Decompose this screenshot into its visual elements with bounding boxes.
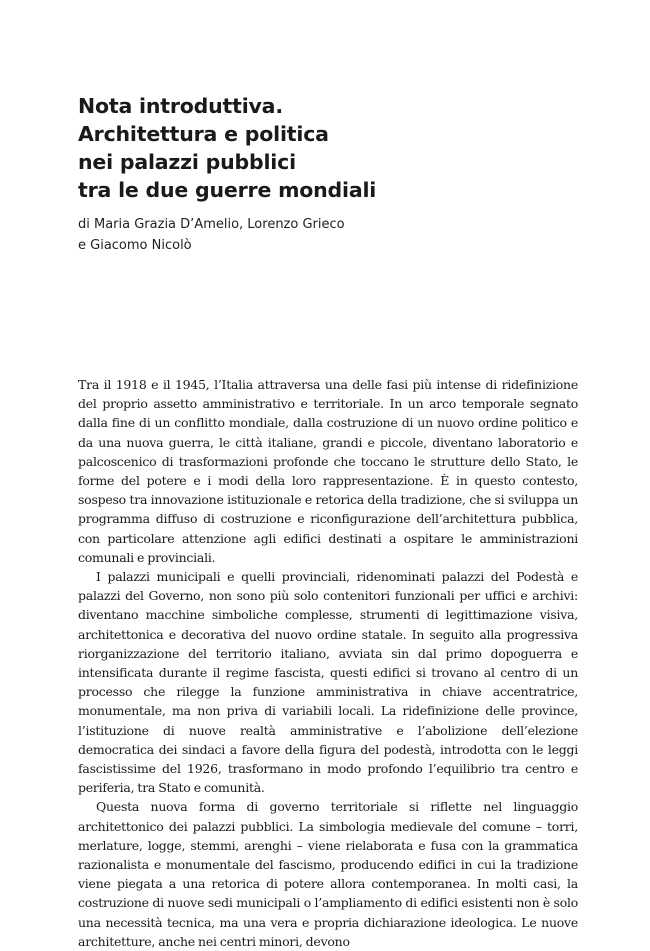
- title-line: Architettura e politica: [78, 122, 329, 146]
- title-line: Nota introduttiva.: [78, 94, 283, 118]
- paragraph: I palazzi municipali e quelli provinciali, ridenominati palazzi del Podestà e palazzi del Governo, non sono più solo contenitori funzionali per uffici e archivi: diventano macchine simboliche complesse, strumenti di legittimazione visiva, architettonica e decorativa del nuovo ordine statale. In seguito alla progressiva riorganizzazione del territorio italiano, avviata sin dal primo dopoguerra e intensificata durante il regime fascista, questi edifici si trovano al centro di un processo che rilegge la funzione amministrativa in chiave accentratrice, monumentale, ma non priva di variabili locali. La ridefinizione delle province, l’istituzione di nuove realtà amministrative e l’abolizione dell’elezione democratica dei sindaci a favore della figura del podestà, introdotta con le leggi fascistissime del 1926, trasformano in modo profondo l’equilibrio tra centro e periferia, tra Stato e comunità.: [78, 569, 578, 796]
- paragraph: Questa nuova forma di governo territoriale si riflette nel linguaggio architettonico dei palazzi pubblici. La simbologia medievale del comune – torri, merlature, logge, stemmi, arenghi – viene rielaborata e fusa con la grammatica razionalista e monumentale del fascismo, producendo edifici in cui la tradizione viene piegata a una retorica di potere allora contemporanea. In molti casi, la costruzione di nuove sedi municipali o l’ampliamento di edifici esistenti non è solo una necessità tecnica, ma una vera e propria dichiarazione ideologica. Le nuove architetture, anche nei centri minori, devono: [78, 799, 578, 949]
- paragraph: Tra il 1918 e il 1945, l’Italia attraversa una delle fasi più intense di ridefinizione del proprio assetto amministrativo e territoriale. In un arco temporale segnato dalla fine di un conflitto mondiale, dalla costruzione di un nuovo ordine politico e da una nuova guerra, le città italiane, grandi e piccole, diventano laboratorio e palcoscenico di trasformazioni profonde che toccano le strutture dello Stato, le forme del potere e i modi della loro rappresentazione. È in questo contesto, sospeso tra innovazione istituzionale e retorica della tradizione, che si sviluppa un programma diffuso di costruzione e riconfigurazione dell’architettura pubblica, con particolare attenzione agli edifici destinati a ospitare le amministrazioni comunali e provinciali.: [78, 377, 578, 565]
- title-line: nei palazzi pubblici: [78, 150, 296, 174]
- title-line: tra le due guerre mondiali: [78, 178, 377, 202]
- author-line: di Maria Grazia D’Amelio, Lorenzo Grieco: [78, 217, 345, 232]
- chapter-authors: [78, 214, 558, 256]
- author-line: e Giacomo Nicolò: [78, 238, 192, 253]
- chapter-title: [78, 92, 558, 204]
- body-text: [78, 375, 578, 951]
